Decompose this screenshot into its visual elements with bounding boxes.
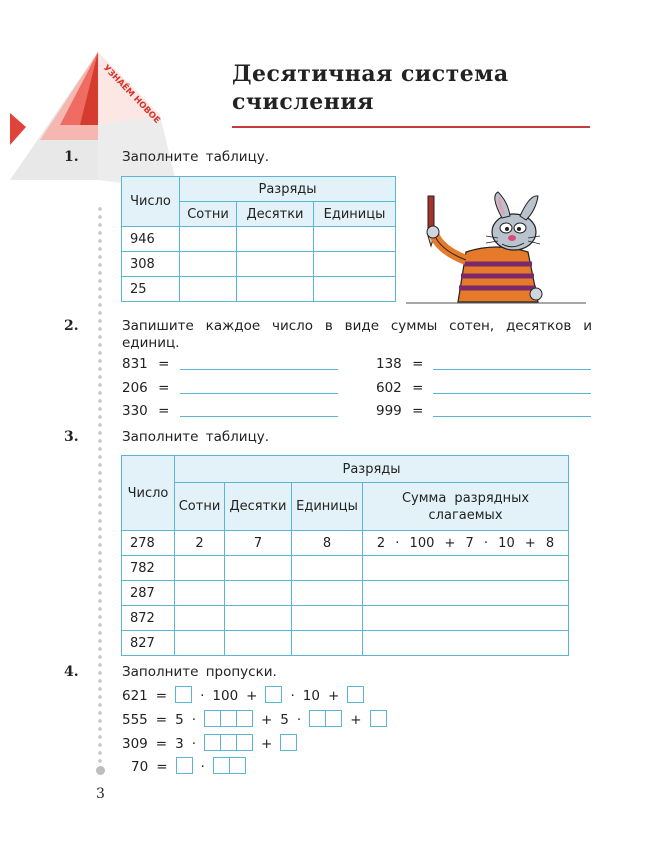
t3-header-units: Единицы [292, 483, 363, 531]
t2-item-eq: = [412, 356, 424, 372]
t2-item [376, 403, 423, 419]
t1-cell-units[interactable] [314, 252, 396, 277]
t4-first: 5 [175, 712, 184, 728]
t4-blank-group[interactable] [204, 710, 253, 727]
t4-dot: · [191, 736, 196, 752]
t2-answer-line[interactable] [180, 369, 338, 370]
title-line-2: счисления [232, 89, 374, 115]
t3-cell-tens[interactable] [225, 631, 292, 656]
title-underline [232, 126, 590, 128]
t1-row-number: 308 [122, 252, 180, 277]
t2-item-eq: = [412, 380, 424, 396]
t4-blank-box[interactable] [265, 686, 282, 703]
t3-row-number: 782 [122, 556, 175, 581]
t3-header-tens: Десятки [225, 483, 292, 531]
t2-item-number: 999 [376, 403, 402, 419]
page-number: 3 [96, 786, 105, 802]
t4-equation-3 [122, 734, 297, 752]
t1-cell-units[interactable] [314, 277, 396, 302]
t4-ten: 10 [302, 688, 320, 704]
table-row [122, 556, 569, 581]
t1-cell-tens[interactable] [237, 227, 314, 252]
t3-cell-sum: 2 · 100 + 7 · 10 + 8 [363, 531, 569, 556]
t4-eq-sign: = [155, 736, 168, 752]
table-row [122, 581, 569, 606]
t2-item-number: 330 [122, 403, 148, 419]
t2-item-eq: = [158, 403, 170, 419]
t3-cell-hundreds[interactable] [175, 581, 225, 606]
t1-header-group: Разряды [180, 177, 396, 202]
t2-item-number: 138 [376, 356, 402, 372]
margin-dotted-line [98, 205, 102, 773]
t2-answer-line[interactable] [433, 416, 591, 417]
t2-item-number: 206 [122, 380, 148, 396]
t3-header-number: Число [122, 456, 175, 531]
task-1-table [121, 176, 396, 302]
t3-cell-tens[interactable] [225, 581, 292, 606]
t4-equation-1 [122, 686, 364, 704]
t4-dot: · [191, 712, 196, 728]
task-2-text: Запишите каждое число в виде суммы сотен, десятков и единиц. [122, 318, 592, 351]
t1-header-tens: Десятки [237, 202, 314, 227]
t3-cell-hundreds[interactable] [175, 556, 225, 581]
t3-cell-hundreds: 2 [175, 531, 225, 556]
t2-item [376, 380, 423, 396]
title-line-1: Десятичная система [232, 61, 509, 87]
t2-item-eq: = [158, 356, 170, 372]
t2-item-number: 602 [376, 380, 402, 396]
t3-cell-tens[interactable] [225, 556, 292, 581]
t1-cell-hundreds[interactable] [180, 227, 237, 252]
t3-cell-hundreds[interactable] [175, 631, 225, 656]
t3-header-group: Разряды [175, 456, 569, 483]
t4-hundred: 100 [212, 688, 239, 704]
t2-answer-line[interactable] [180, 416, 338, 417]
t2-answer-line[interactable] [180, 393, 338, 394]
table-row [122, 606, 569, 631]
margin-dot-end [96, 766, 105, 775]
t4-eq-sign: = [155, 688, 168, 704]
t4-blank-box[interactable] [176, 757, 193, 774]
ribbon-label: УЗНАЁМ НОВОЕ [100, 63, 162, 126]
t4-first: 3 [175, 736, 184, 752]
t4-blank-box[interactable] [347, 686, 364, 703]
t1-cell-tens[interactable] [237, 252, 314, 277]
t2-item [122, 356, 169, 372]
t2-item [376, 356, 423, 372]
t3-cell-tens: 7 [225, 531, 292, 556]
t3-header-sum: Сумма разрядных слагаемых [363, 483, 569, 531]
task-2-number: 2. [64, 318, 79, 334]
t2-item-number: 831 [122, 356, 148, 372]
t3-cell-units[interactable] [292, 556, 363, 581]
t4-eq-sign: = [156, 759, 168, 775]
task-3-text: Заполните таблицу. [122, 429, 270, 445]
t1-header-number: Число [122, 177, 180, 227]
t4-eq-sign: = [155, 712, 168, 728]
t1-row-number: 946 [122, 227, 180, 252]
t3-row-number: 827 [122, 631, 175, 656]
t4-dot: · [200, 688, 205, 704]
t2-answer-line[interactable] [433, 369, 591, 370]
t4-plus: + [260, 736, 273, 752]
t2-item [122, 380, 169, 396]
t1-row-number: 25 [122, 277, 180, 302]
t3-cell-units[interactable] [292, 581, 363, 606]
t3-cell-units: 8 [292, 531, 363, 556]
table-row [122, 277, 396, 302]
table-row [122, 631, 569, 656]
t4-lhs: 70 [131, 759, 149, 775]
t4-dot: · [290, 688, 295, 704]
t3-cell-tens[interactable] [225, 606, 292, 631]
table-row [122, 252, 396, 277]
t4-blank-box[interactable] [175, 686, 192, 703]
t3-row-number: 278 [122, 531, 175, 556]
t4-equation-4 [131, 757, 246, 775]
t3-cell-sum[interactable] [363, 581, 569, 606]
task-4-number: 4. [64, 664, 79, 680]
t4-plus: + [260, 712, 273, 728]
task-1-text: Заполните таблицу. [122, 149, 270, 165]
task-3-number: 3. [64, 429, 79, 445]
t4-blank-group[interactable] [204, 734, 253, 751]
t2-item-eq: = [158, 380, 170, 396]
t1-cell-hundreds[interactable] [180, 277, 237, 302]
t4-blank-group[interactable] [309, 710, 342, 727]
t2-item-eq: = [412, 403, 424, 419]
t4-second: 5 [280, 712, 289, 728]
t3-cell-hundreds[interactable] [175, 606, 225, 631]
t1-cell-hundreds[interactable] [180, 252, 237, 277]
task-1-number: 1. [64, 149, 79, 165]
t4-blank-box[interactable] [370, 710, 387, 727]
t2-item [122, 403, 169, 419]
task-3-table [121, 455, 569, 656]
t4-dot: · [200, 759, 205, 775]
t4-dot: · [296, 712, 302, 728]
t1-header-units: Единицы [314, 202, 396, 227]
table-row [122, 227, 396, 252]
t3-cell-sum[interactable] [363, 556, 569, 581]
t4-lhs: 555 [122, 712, 148, 728]
t3-cell-units[interactable] [292, 631, 363, 656]
rabbit-illustration [406, 190, 586, 308]
t4-plus: + [350, 712, 362, 728]
t2-answer-line[interactable] [433, 393, 591, 394]
page-title [232, 60, 612, 116]
t3-cell-units[interactable] [292, 606, 363, 631]
task-4-text: Заполните пропуски. [122, 664, 277, 680]
t4-blank-box[interactable] [280, 734, 297, 751]
table-row [122, 531, 569, 556]
t1-cell-tens[interactable] [237, 277, 314, 302]
t1-header-hundreds: Сотни [180, 202, 237, 227]
t4-lhs: 309 [122, 736, 148, 752]
t1-cell-units[interactable] [314, 227, 396, 252]
t3-row-number: 287 [122, 581, 175, 606]
t3-cell-sum[interactable] [363, 631, 569, 656]
t3-row-number: 872 [122, 606, 175, 631]
t4-plus: + [246, 688, 258, 704]
t4-plus: + [327, 688, 340, 704]
t4-lhs: 621 [122, 688, 148, 704]
t3-cell-sum[interactable] [363, 606, 569, 631]
t4-blank-group[interactable] [213, 757, 246, 774]
t3-header-hundreds: Сотни [175, 483, 225, 531]
t4-equation-2 [122, 710, 387, 728]
